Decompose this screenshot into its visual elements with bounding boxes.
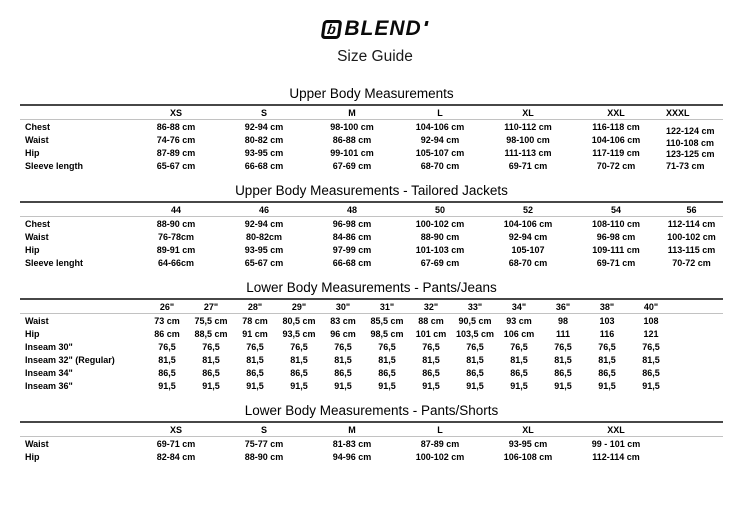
cell: 88 cm [418, 315, 444, 326]
cell: 91,5 [642, 380, 660, 391]
cell: 75,5 cm [194, 315, 228, 326]
table-row [20, 133, 723, 146]
cell: 91,5 [246, 380, 264, 391]
cell: 86,5 [422, 367, 440, 378]
cell: 86,5 [378, 367, 396, 378]
cell: 91,5 [466, 380, 484, 391]
spacer-column [673, 299, 723, 314]
cell: 96-98 cm [596, 231, 636, 242]
cell: 91 cm [242, 328, 268, 339]
row-label: Sleeve lenght [25, 257, 84, 268]
table-row [20, 146, 723, 159]
cell: 91,5 [378, 380, 396, 391]
row-label: Chest [25, 218, 51, 229]
cell: 69-71 cm [508, 160, 548, 171]
row-label: Inseam 34" [25, 367, 73, 378]
spacer-cell [660, 437, 723, 451]
row-label: Inseam 36" [25, 380, 73, 391]
cell: 91,5 [554, 380, 572, 391]
column-header: XXL [572, 105, 660, 120]
cell: 81,5 [246, 354, 264, 365]
cell: 87-89 cm [420, 438, 460, 449]
cell: 70-72 cm [672, 257, 711, 268]
cell: 70-72 cm [596, 160, 636, 171]
cell: 100-102 cm [415, 218, 465, 229]
size-table-section [20, 183, 750, 269]
cell: 112-114 cm [667, 218, 716, 229]
cell: 91,5 [422, 380, 440, 391]
cell: 86-88 cm [332, 134, 372, 145]
row-label-column-header [20, 105, 132, 120]
cell: 71-73 cm [666, 160, 705, 171]
cell: 81,5 [642, 354, 660, 365]
column-header: M [308, 105, 396, 120]
cell: 81,5 [290, 354, 308, 365]
cell: 76,5 [510, 341, 528, 352]
cell: 91,5 [598, 380, 616, 391]
table-row [20, 120, 723, 134]
column-header: 31" [365, 299, 409, 314]
spacer-cell [673, 314, 723, 328]
row-label: Chest [25, 121, 51, 132]
cell: 110-112 cm [504, 121, 552, 132]
cell: 69-71 cm [156, 438, 196, 449]
cell: 101-103 cm [415, 244, 465, 255]
brand-name: BLEND [344, 17, 422, 40]
cell: 85,5 cm [370, 315, 404, 326]
cell: 86,5 [246, 367, 264, 378]
column-header: 38" [585, 299, 629, 314]
cell: 78 cm [242, 315, 268, 326]
cell: 112-114 cm [592, 451, 640, 462]
column-header: 29" [277, 299, 321, 314]
cell: 108-110 cm [591, 218, 641, 229]
column-header: XXL [572, 422, 660, 437]
cell: 98-100 cm [330, 121, 374, 132]
cell: 88,5 cm [194, 328, 228, 339]
row-label: Inseam 32" (Regular) [25, 354, 115, 365]
cell: 104-106 cm [591, 134, 641, 145]
cell: 89-91 cm [156, 244, 196, 255]
row-label-column-header [20, 202, 132, 217]
brand-logo [322, 17, 427, 41]
column-header: 46 [220, 202, 308, 217]
column-header: 48 [308, 202, 396, 217]
spacer-column [660, 422, 723, 437]
cell: 104-106 cm [503, 218, 553, 229]
table-row [20, 217, 723, 231]
cell: 84-86 cm [332, 231, 372, 242]
cell: 67-69 cm [332, 160, 372, 171]
cell: 86,5 [158, 367, 176, 378]
column-header: 26" [145, 299, 189, 314]
table-row [20, 437, 723, 451]
row-label: Waist [25, 134, 49, 145]
cell: 93,5 cm [282, 328, 316, 339]
cell: 93-95 cm [508, 438, 548, 449]
row-label: Sleeve length [25, 160, 84, 171]
cell: 116-118 cm [592, 121, 640, 132]
cell: 111-113 cm [504, 147, 552, 158]
cell: 76,5 [378, 341, 396, 352]
table-title: Lower Body Measurements - Pants/Shorts [244, 403, 499, 418]
column-header: S [220, 105, 308, 120]
cell: 109-111 cm [592, 244, 640, 255]
row-label: Hip [25, 147, 40, 158]
cell: 76,5 [422, 341, 440, 352]
column-header: 56 [660, 202, 723, 217]
cell: 91,5 [290, 380, 308, 391]
cell: 66-68 cm [244, 160, 284, 171]
cell: 99 - 101 cm [591, 438, 641, 449]
cell: 81-83 cm [332, 438, 372, 449]
cell: 105-107 cm [415, 147, 465, 158]
column-header: 50 [396, 202, 484, 217]
column-header: 54 [572, 202, 660, 217]
size-table [20, 298, 723, 392]
row-label-column-header [20, 299, 145, 314]
cell: 81,5 [554, 354, 572, 365]
cell: 76,5 [202, 341, 220, 352]
cell: 76,5 [466, 341, 484, 352]
column-header: L [396, 105, 484, 120]
cell: 76,5 [246, 341, 264, 352]
cell: 103 [599, 315, 615, 326]
table-row [20, 159, 723, 172]
size-table-section [20, 403, 750, 463]
cell: 76,5 [598, 341, 616, 352]
cell: 96-98 cm [332, 218, 372, 229]
cell: 117-119 cm [592, 147, 640, 158]
table-row [20, 366, 723, 379]
cell: 108 [643, 315, 659, 326]
cell: 76,5 [642, 341, 660, 352]
cell: 98 [557, 315, 568, 326]
cell: 86,5 [334, 367, 352, 378]
spacer-cell [673, 327, 723, 340]
column-header: XS [132, 422, 220, 437]
cell: 123-125 cm [666, 149, 715, 159]
cell: 88-90 cm [420, 231, 460, 242]
cell: 86 cm [154, 328, 180, 339]
column-header: S [220, 422, 308, 437]
cell: 64-66cm [157, 257, 195, 268]
column-header: XS [132, 105, 220, 120]
cell: 76,5 [290, 341, 308, 352]
cell: 91,5 [202, 380, 220, 391]
column-header: 44 [132, 202, 220, 217]
cell: 86,5 [642, 367, 660, 378]
trademark-mark-icon [424, 21, 428, 26]
cell: 86,5 [554, 367, 572, 378]
cell: 86,5 [510, 367, 528, 378]
row-label: Inseam 30" [25, 341, 73, 352]
column-header: 40" [629, 299, 673, 314]
cell: 80,5 cm [282, 315, 316, 326]
cell: 88-90 cm [244, 451, 284, 462]
cell: 65-67 cm [156, 160, 196, 171]
cell: 81,5 [158, 354, 176, 365]
cell: 100-102 cm [667, 231, 716, 242]
spacer-cell [673, 366, 723, 379]
cell: 104-106 cm [415, 121, 465, 132]
table-title: Upper Body Measurements - Tailored Jackets [235, 183, 508, 198]
cell: 93 cm [506, 315, 532, 326]
cell: 65-67 cm [244, 257, 284, 268]
table-row [20, 230, 723, 243]
cell: 68-70 cm [420, 160, 460, 171]
size-table [20, 201, 723, 269]
row-label: Hip [25, 244, 40, 255]
cell: 86,5 [598, 367, 616, 378]
cell: 94-96 cm [332, 451, 372, 462]
cell: 81,5 [466, 354, 484, 365]
cell: 76,5 [334, 341, 352, 352]
page-header [0, 0, 750, 66]
cell: 76-78cm [157, 231, 195, 242]
cell: 122-124 cm [666, 126, 715, 136]
cell: 86-88 cm [156, 121, 196, 132]
xxxl-values-block [660, 120, 723, 173]
cell: 82-84 cm [156, 451, 196, 462]
spacer-cell [660, 450, 723, 463]
cell: 80-82cm [245, 231, 283, 242]
size-table [20, 104, 723, 172]
column-header: 32" [409, 299, 453, 314]
table-title: Upper Body Measurements [289, 86, 454, 101]
table-row [20, 314, 723, 328]
cell: 76,5 [554, 341, 572, 352]
cell: 106-108 cm [503, 451, 553, 462]
cell: 103,5 cm [455, 328, 495, 339]
row-label: Waist [25, 315, 49, 326]
cell: 105-107 [511, 244, 545, 255]
table-row [20, 243, 723, 256]
cell: 68-70 cm [508, 257, 548, 268]
column-header: XL [484, 422, 572, 437]
cell: 88-90 cm [156, 218, 196, 229]
cell: 93-95 cm [244, 244, 284, 255]
column-header: XL [484, 105, 572, 120]
spacer-cell [673, 379, 723, 392]
cell: 73 cm [154, 315, 180, 326]
table-row [20, 379, 723, 392]
row-label: Waist [25, 438, 49, 449]
cell: 81,5 [378, 354, 396, 365]
row-label: Waist [25, 231, 49, 242]
column-header: 36" [541, 299, 585, 314]
cell: 74-76 cm [156, 134, 196, 145]
cell: 92-94 cm [244, 121, 284, 132]
cell: 111 [555, 328, 571, 339]
cell: 92-94 cm [244, 218, 284, 229]
cell: 81,5 [422, 354, 440, 365]
column-header: M [308, 422, 396, 437]
cell: 93-95 cm [244, 147, 284, 158]
cell: 87-89 cm [156, 147, 196, 158]
cell: 113-115 cm [667, 244, 716, 255]
cell: 101 cm [415, 328, 447, 339]
spacer-cell [673, 353, 723, 366]
cell: 116 [599, 328, 615, 339]
cell: 92-94 cm [420, 134, 460, 145]
row-label: Hip [25, 328, 40, 339]
cell: 91,5 [510, 380, 528, 391]
cell: 92-94 cm [508, 231, 548, 242]
column-header: 30" [321, 299, 365, 314]
cell: 96 cm [330, 328, 356, 339]
blend-b-icon: b [321, 20, 343, 39]
column-header: 27" [189, 299, 233, 314]
cell: 83 cm [330, 315, 356, 326]
page-title: Size Guide [337, 48, 413, 65]
cell: 86,5 [290, 367, 308, 378]
cell: 106 cm [503, 328, 535, 339]
cell: 99-101 cm [330, 147, 374, 158]
size-table-section [20, 86, 750, 172]
cell: 69-71 cm [596, 257, 636, 268]
cell: 86,5 [466, 367, 484, 378]
cell: 98-100 cm [506, 134, 550, 145]
cell: 81,5 [202, 354, 220, 365]
column-header: 52 [484, 202, 572, 217]
column-header: 34" [497, 299, 541, 314]
column-header: 28" [233, 299, 277, 314]
cell: 80-82 cm [244, 134, 284, 145]
size-tables [0, 86, 750, 463]
cell: 100-102 cm [415, 451, 465, 462]
cell: 91,5 [334, 380, 352, 391]
cell: 76,5 [158, 341, 176, 352]
column-header: XXXL [660, 105, 723, 120]
table-row [20, 450, 723, 463]
table-row [20, 353, 723, 366]
table-row [20, 256, 723, 269]
column-header: 33" [453, 299, 497, 314]
column-header: L [396, 422, 484, 437]
size-table-section [20, 280, 750, 392]
cell: 110-108 cm [666, 137, 715, 148]
table-title: Lower Body Measurements - Pants/Jeans [246, 280, 497, 295]
cell: 66-68 cm [332, 257, 372, 268]
cell: 121 [643, 328, 659, 339]
cell: 81,5 [334, 354, 352, 365]
table-row [20, 340, 723, 353]
cell: 91,5 [158, 380, 176, 391]
size-table [20, 421, 723, 463]
row-label-column-header [20, 422, 132, 437]
table-row [20, 327, 723, 340]
cell: 75-77 cm [244, 438, 284, 449]
cell: 90,5 cm [458, 315, 492, 326]
cell: 86,5 [202, 367, 220, 378]
row-label: Hip [25, 451, 40, 462]
spacer-cell [673, 340, 723, 353]
cell: 81,5 [598, 354, 616, 365]
cell: 81,5 [510, 354, 528, 365]
cell: 98,5 cm [370, 328, 404, 339]
cell: 97-99 cm [332, 244, 372, 255]
cell: 67-69 cm [420, 257, 460, 268]
